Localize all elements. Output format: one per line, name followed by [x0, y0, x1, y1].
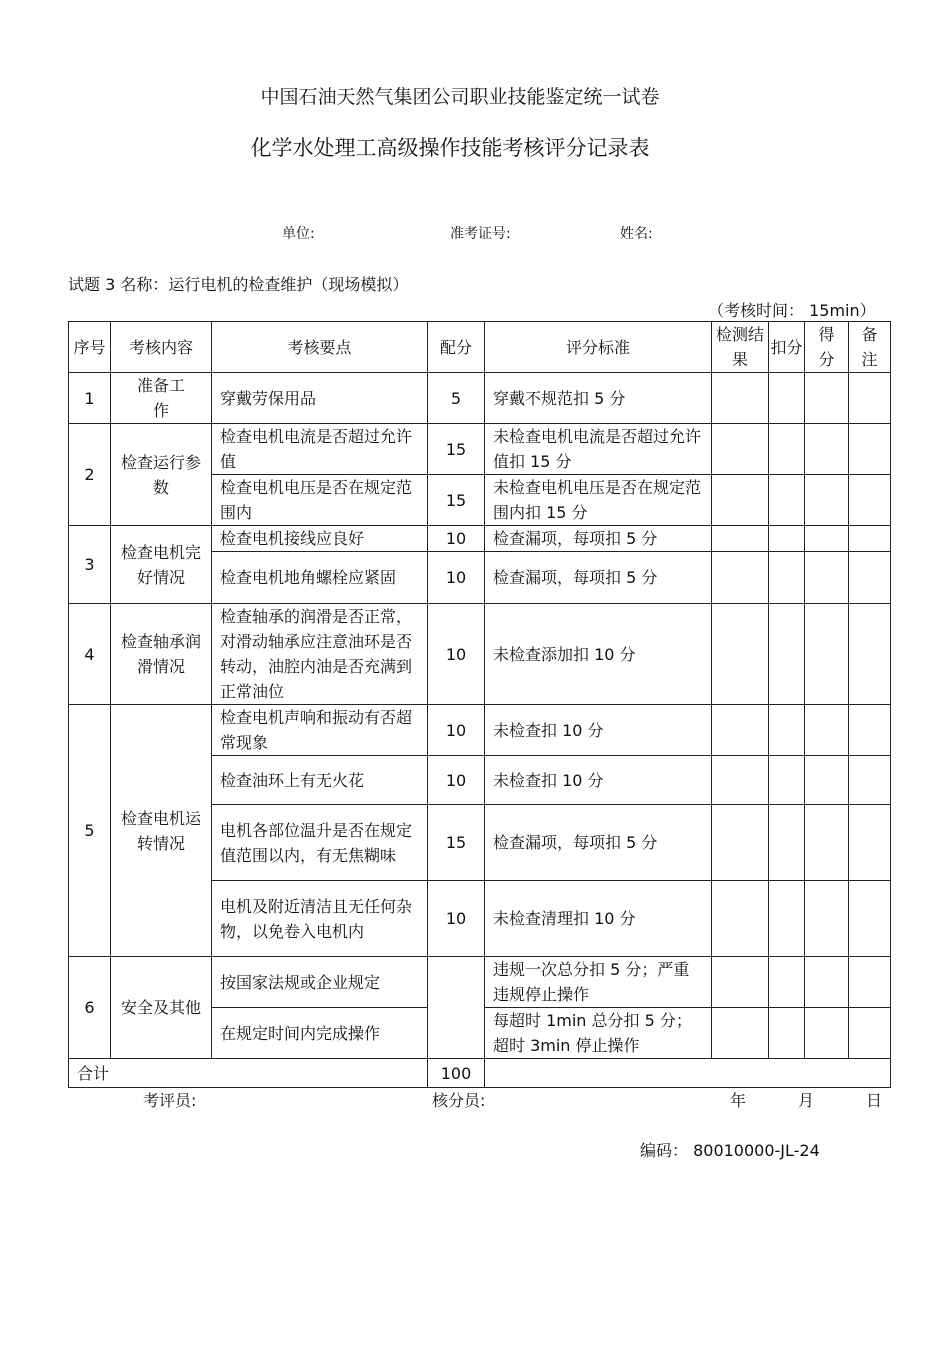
score-value: 10: [428, 756, 485, 805]
assessment-point: 检查电机声响和振动有否超常现象: [212, 705, 428, 756]
deduct-cell: [769, 1008, 805, 1059]
got-cell: [805, 881, 849, 957]
got-cell: [805, 805, 849, 881]
total-row: [69, 1059, 891, 1088]
header-remark: 备注: [849, 322, 891, 373]
assessment-content: 检查轴承润滑情况: [111, 604, 212, 705]
exam-number-label: 准考证号:: [450, 226, 511, 242]
score-value: 10: [428, 705, 485, 756]
deduct-cell: [769, 552, 805, 604]
deduct-cell: [769, 526, 805, 552]
total-label: 合计: [69, 1059, 428, 1088]
header-got: 得分: [805, 322, 849, 373]
scoring-criteria: 未检查扣 10 分: [485, 705, 712, 756]
score-value: [428, 957, 485, 1059]
examiner-label: 考评员:: [143, 1091, 197, 1110]
assessment-point: 电机各部位温升是否在规定值范围以内，有无焦糊味: [212, 805, 428, 881]
remark-cell: [849, 373, 891, 424]
question-title: 试题 3 名称：运行电机的检查维护（现场模拟）: [68, 275, 409, 294]
assessment-content: 检查运行参数: [111, 424, 212, 526]
header-content: 考核内容: [111, 322, 212, 373]
document-title: 中国石油天然气集团公司职业技能鉴定统一试卷: [260, 86, 660, 108]
scoring-criteria: 未检查电机电流是否超过允许值扣 15 分: [485, 424, 712, 475]
scoring-table: [68, 321, 891, 1088]
got-cell: [805, 1008, 849, 1059]
got-cell: [805, 424, 849, 475]
day-label: 日: [866, 1091, 883, 1110]
result-cell: [712, 1008, 769, 1059]
header-result: 检测结果: [712, 322, 769, 373]
assessment-content: 安全及其他: [111, 957, 212, 1059]
scoring-criteria: 穿戴不规范扣 5 分: [485, 373, 712, 424]
result-cell: [712, 881, 769, 957]
row-number: 5: [69, 705, 111, 957]
result-cell: [712, 526, 769, 552]
unit-label: 单位:: [282, 226, 315, 242]
result-cell: [712, 552, 769, 604]
table-header-row: [69, 322, 891, 373]
score-value: 15: [428, 424, 485, 475]
table-row: [69, 705, 891, 756]
remark-cell: [849, 881, 891, 957]
deduct-cell: [769, 424, 805, 475]
row-number: 2: [69, 424, 111, 526]
deduct-cell: [769, 881, 805, 957]
row-number: 4: [69, 604, 111, 705]
header-deduct: 扣分: [769, 322, 805, 373]
row-number: 3: [69, 526, 111, 604]
got-cell: [805, 373, 849, 424]
exam-time: （考核时间： 15min）: [708, 301, 876, 320]
remark-cell: [849, 552, 891, 604]
header-points: 考核要点: [212, 322, 428, 373]
total-blank: [485, 1059, 891, 1088]
row-number: 6: [69, 957, 111, 1059]
table-row: [69, 604, 891, 705]
deduct-cell: [769, 957, 805, 1008]
assessment-point: 检查电机电压是否在规定范围内: [212, 475, 428, 526]
month-label: 月: [798, 1091, 815, 1110]
assessment-content: 准备工作: [111, 373, 212, 424]
remark-cell: [849, 526, 891, 552]
remark-cell: [849, 705, 891, 756]
total-score: 100: [428, 1059, 485, 1088]
got-cell: [805, 756, 849, 805]
assessment-point: 穿戴劳保用品: [212, 373, 428, 424]
assessment-point: 检查电机地角螺栓应紧固: [212, 552, 428, 604]
result-cell: [712, 756, 769, 805]
header-no: 序号: [69, 322, 111, 373]
remark-cell: [849, 805, 891, 881]
remark-cell: [849, 957, 891, 1008]
got-cell: [805, 475, 849, 526]
header-criteria: 评分标准: [485, 322, 712, 373]
score-value: 10: [428, 604, 485, 705]
result-cell: [712, 957, 769, 1008]
assessment-point: 检查电机电流是否超过允许值: [212, 424, 428, 475]
name-label: 姓名:: [620, 226, 653, 242]
remark-cell: [849, 604, 891, 705]
score-value: 10: [428, 552, 485, 604]
row-number: 1: [69, 373, 111, 424]
assessment-point: 电机及附近清洁且无任何杂物，以免卷入电机内: [212, 881, 428, 957]
scoring-criteria: 每超时 1min 总分扣 5 分；超时 3min 停止操作: [485, 1008, 712, 1059]
score-value: 5: [428, 373, 485, 424]
table-row: [69, 957, 891, 1008]
got-cell: [805, 526, 849, 552]
table-row: [69, 373, 891, 424]
deduct-cell: [769, 756, 805, 805]
score-value: 10: [428, 881, 485, 957]
year-label: 年: [730, 1091, 747, 1110]
table-row: [69, 526, 891, 552]
deduct-cell: [769, 373, 805, 424]
result-cell: [712, 475, 769, 526]
document-code: 编码： 80010000-JL-24: [640, 1141, 820, 1160]
scoring-criteria: 未检查添加扣 10 分: [485, 604, 712, 705]
header-score: 配分: [428, 322, 485, 373]
remark-cell: [849, 756, 891, 805]
assessment-point: 检查油环上有无火花: [212, 756, 428, 805]
deduct-cell: [769, 604, 805, 705]
result-cell: [712, 424, 769, 475]
result-cell: [712, 373, 769, 424]
remark-cell: [849, 424, 891, 475]
remark-cell: [849, 475, 891, 526]
scorer-label: 核分员:: [432, 1091, 486, 1110]
assessment-content: 检查电机完好情况: [111, 526, 212, 604]
assessment-point: 在规定时间内完成操作: [212, 1008, 428, 1059]
result-cell: [712, 604, 769, 705]
score-value: 15: [428, 475, 485, 526]
score-value: 15: [428, 805, 485, 881]
assessment-point: 按国家法规或企业规定: [212, 957, 428, 1008]
result-cell: [712, 705, 769, 756]
assessment-point: 检查电机接线应良好: [212, 526, 428, 552]
got-cell: [805, 957, 849, 1008]
assessment-point: 检查轴承的润滑是否正常，对滑动轴承应注意油环是否转动，油腔内油是否充满到正常油位: [212, 604, 428, 705]
remark-cell: [849, 1008, 891, 1059]
scoring-criteria: 检查漏项，每项扣 5 分: [485, 552, 712, 604]
deduct-cell: [769, 805, 805, 881]
got-cell: [805, 604, 849, 705]
deduct-cell: [769, 475, 805, 526]
score-value: 10: [428, 526, 485, 552]
scoring-criteria: 违规一次总分扣 5 分；严重违规停止操作: [485, 957, 712, 1008]
got-cell: [805, 552, 849, 604]
scoring-criteria: 检查漏项，每项扣 5 分: [485, 526, 712, 552]
got-cell: [805, 705, 849, 756]
table-row: [69, 424, 891, 475]
scoring-criteria: 未检查清理扣 10 分: [485, 881, 712, 957]
deduct-cell: [769, 705, 805, 756]
result-cell: [712, 805, 769, 881]
assessment-content: 检查电机运转情况: [111, 705, 212, 957]
scoring-criteria: 未检查扣 10 分: [485, 756, 712, 805]
scoring-criteria: 检查漏项，每项扣 5 分: [485, 805, 712, 881]
scoring-criteria: 未检查电机电压是否在规定范围内扣 15 分: [485, 475, 712, 526]
document-subtitle: 化学水处理工高级操作技能考核评分记录表: [250, 136, 650, 160]
